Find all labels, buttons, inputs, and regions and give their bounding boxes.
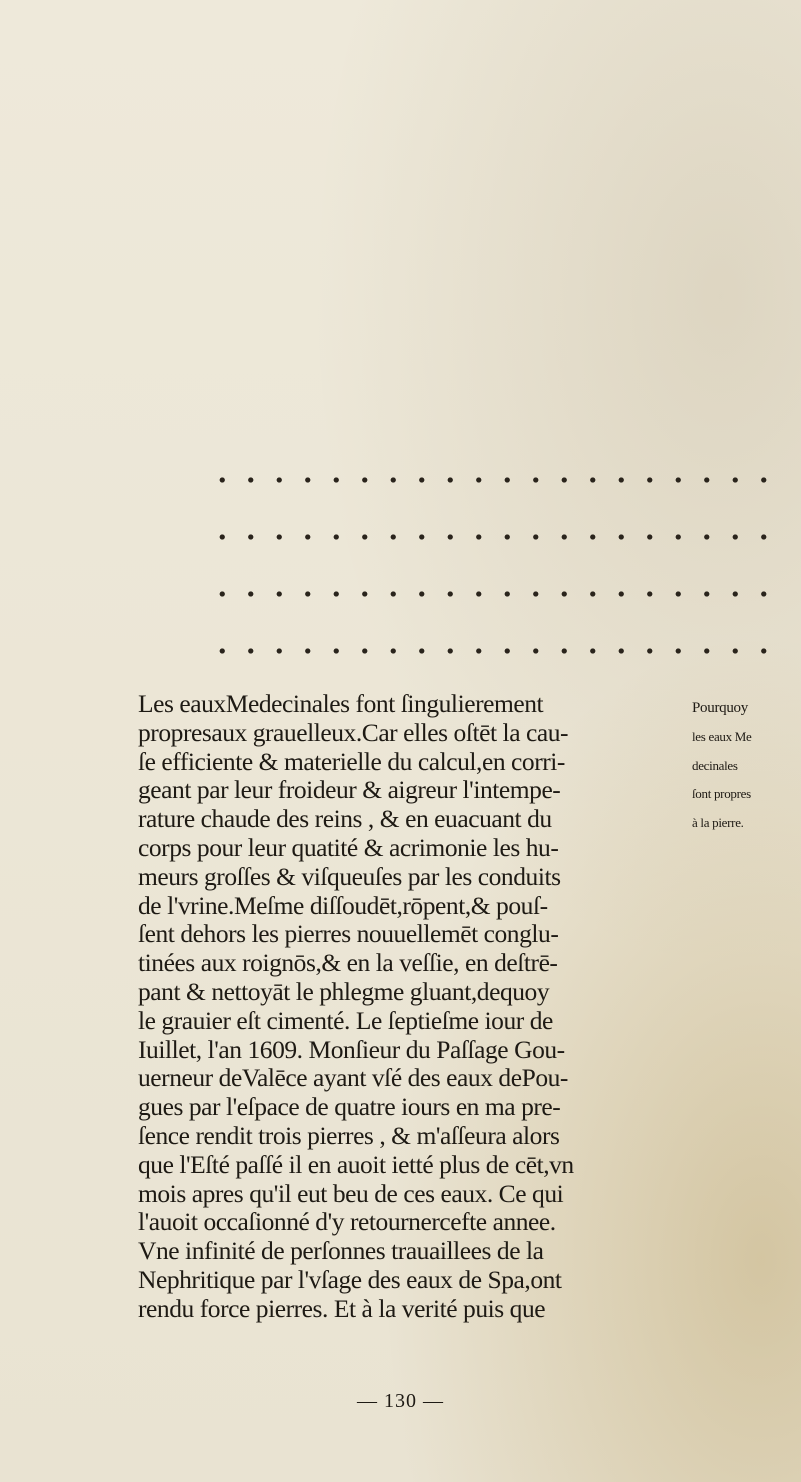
text-line: que l'Eſté paſſé il en auoit ietté plus de cēt,vn: [138, 1149, 574, 1179]
dot-leader-row: [208, 589, 788, 599]
text-line: ſe efficiente & materielle du calcul,en corri-: [138, 746, 565, 776]
margin-line: les eaux Me: [692, 728, 752, 744]
text-line: mois apres qu'il eut beu de ces eaux. Ce qui: [138, 1178, 564, 1208]
text-line: pant & nettoyāt le phlegme gluant,dequoy: [138, 976, 550, 1006]
text-line: rendu force pierres. Et à la verité puis que: [138, 1293, 546, 1323]
text-line: l'auoit occaſionné d'y retournercefte annee.: [138, 1207, 556, 1237]
dot-leader-row: [208, 475, 788, 485]
page-number: — 130 —: [357, 1390, 444, 1412]
text-line: meurs groſſes & viſqueuſes par les conduits: [138, 861, 561, 891]
text-line: ſent dehors les pierres nouuellemēt conglu-: [138, 919, 559, 949]
text-line: le grauier eſt cimenté. Le ſeptieſme iour de: [138, 1005, 553, 1035]
text-line: de l'vrine.Meſme diſſoudēt,rōpent,& pouſ-: [138, 890, 548, 920]
text-line: ſence rendit trois pierres , & m'aſſeura alors: [138, 1120, 560, 1150]
text-line: Vne infinité de perſonnes trauaillees de la: [138, 1236, 544, 1266]
text-line: Nephritique par l'vſage des eaux de Spa,ont: [138, 1264, 562, 1294]
text-line: geant par leur froideur & aigreur l'intempe-: [138, 775, 561, 805]
elided-text-dots: [208, 475, 788, 703]
text-line: uerneur deValēce ayant vſé des eaux dePou-: [138, 1063, 568, 1093]
text-line: Iuillet, l'an 1609. Monſieur du Paſſage Gou-: [138, 1034, 565, 1064]
text-line: rature chaude des reins , & en euacuant du: [138, 804, 552, 834]
margin-line: Pourquoy: [692, 700, 748, 716]
marginal-note: [692, 694, 792, 838]
text-line: corps pour leur quatité & acrimonie les hu-: [138, 832, 559, 862]
text-line: propresaux grauelleux.Car elles oſtēt la cau-: [138, 717, 569, 747]
dot-leader-row: [208, 646, 788, 656]
margin-line: decinales: [692, 757, 738, 773]
text-line: gues par l'eſpace de quatre iours en ma pre-: [138, 1092, 561, 1122]
text-line: Les eauxMedecinales font ſingulierement: [138, 689, 544, 718]
margin-line: à la pierre.: [692, 815, 744, 831]
margin-line: ſont propres: [692, 786, 751, 802]
body-paragraph: [138, 690, 678, 1324]
dot-leader-row: [208, 532, 788, 542]
text-line: tinées aux roignōs,& en la veſſie, en deſtrē-: [138, 948, 558, 978]
